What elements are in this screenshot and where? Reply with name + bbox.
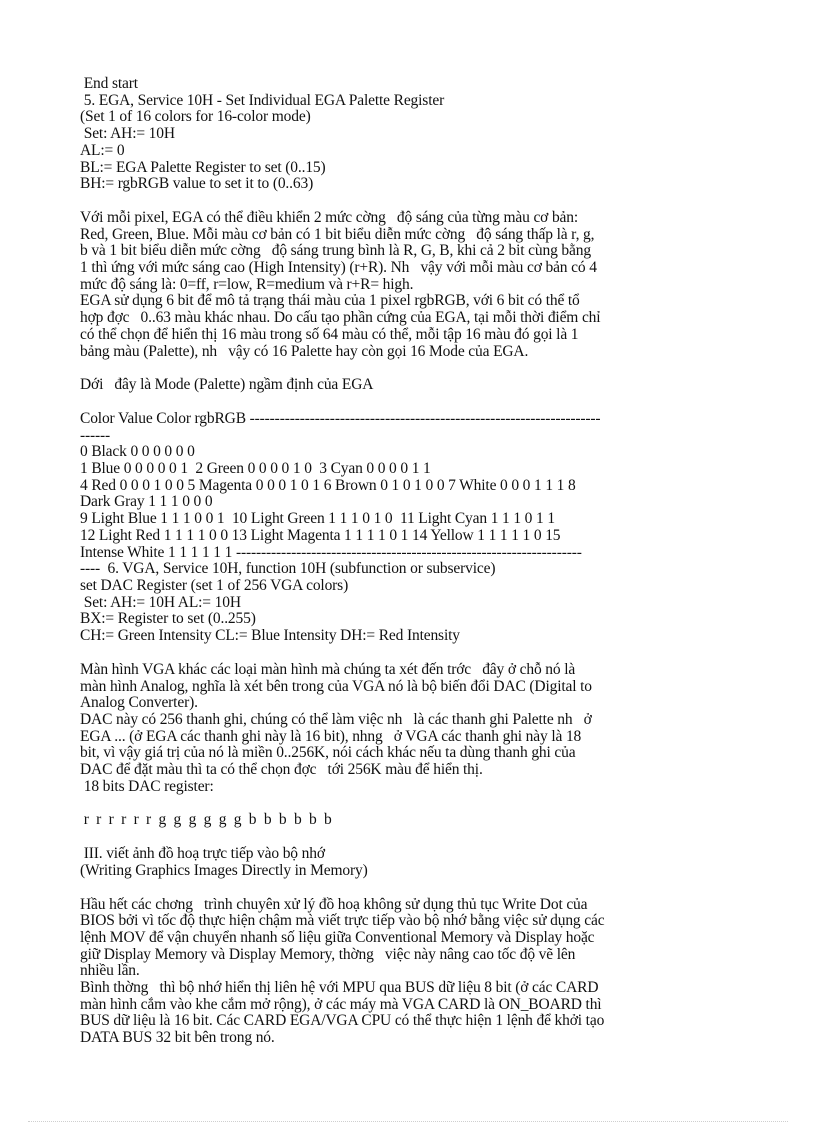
text-line: Dới đây là Mode (Palette) ngầm định của EGA bbox=[80, 376, 374, 394]
text-line: 5. EGA, Service 10H - Set Individual EGA Palette Register bbox=[80, 91, 445, 109]
text-line: Hầu hết các chơng trình chuyên xử lý đồ hoạ không sử dụng thủ tục Write Dot của bbox=[80, 895, 588, 913]
text-line: BL:= EGA Palette Register to set (0..15) bbox=[80, 158, 326, 176]
paragraph-ega-service bbox=[80, 76, 740, 193]
text-line: r r r r r r g g g g g g b b b b b b bbox=[80, 811, 332, 829]
text-line: 9 Light Blue 1 1 1 0 0 1 10 Light Green 1 1 1 0 1 0 11 Light Cyan 1 1 1 0 1 1 bbox=[80, 510, 555, 528]
text-line: Với mỗi pixel, EGA có thể điều khiển 2 mức cờng độ sáng của từng màu cơ bản: bbox=[80, 208, 579, 226]
text-line: ------ bbox=[80, 426, 111, 444]
document-page bbox=[80, 76, 740, 1047]
section-heading bbox=[80, 846, 740, 879]
text-line: Analog Converter). bbox=[80, 694, 198, 712]
text-line: 1 Blue 0 0 0 0 0 1 2 Green 0 0 0 0 1 0 3 Cyan 0 0 0 0 1 1 bbox=[80, 460, 431, 478]
text-line: 4 Red 0 0 0 1 0 0 5 Magenta 0 0 0 1 0 1 6 Brown 0 1 0 1 0 0 7 White 0 0 0 1 1 1 8 bbox=[80, 476, 576, 494]
text-line: (Set 1 of 16 colors for 16-color mode) bbox=[80, 108, 311, 126]
text-line: 12 Light Red 1 1 1 1 0 0 13 Light Magenta 1 1 1 1 0 1 14 Yellow 1 1 1 1 1 0 15 bbox=[80, 526, 561, 544]
text-line: có thể chọn để hiển thị 16 màu trong số 64 màu có thể, mỗi tập 16 màu đó gọi là 1 bbox=[80, 325, 579, 343]
text-line: bit, vì vậy giá trị của nó là miền 0..256K, nói cách khác nếu ta dùng thanh ghi của bbox=[80, 744, 576, 762]
text-line: 1 thì ứng với mức sáng cao (High Intensity) (r+R). Nh vậy với mỗi màu cơ bản có 4 bbox=[80, 259, 597, 277]
text-line: BH:= rgbRGB value to set it to (0..63) bbox=[80, 175, 314, 193]
text-line: Intense White 1 1 1 1 1 1 --------------------------------------------------------------------- bbox=[80, 543, 582, 561]
text-line: End start bbox=[80, 75, 138, 92]
text-line: CH:= Green Intensity CL:= Blue Intensity DH:= Red Intensity bbox=[80, 627, 460, 645]
text-line: BUS dữ liệu là 16 bit. Các CARD EGA/VGA CPU có thể thực hiện 1 lệnh để khởi tạo bbox=[80, 1012, 605, 1030]
text-line: ---- 6. VGA, Service 10H, function 10H (subfunction or subservice) bbox=[80, 560, 496, 578]
text-line: Bình thờng thì bộ nhớ hiển thị liên hệ với MPU qua BUS dữ liệu 8 bit (ở các CARD bbox=[80, 979, 599, 997]
paragraph-color-table bbox=[80, 411, 740, 645]
paragraph-dac-bits bbox=[80, 812, 740, 829]
text-line: Set: AH:= 10H AL:= 10H bbox=[80, 593, 241, 611]
text-line: bảng màu (Palette), nh vậy có 16 Palette hay còn gọi 16 Mode của EGA. bbox=[80, 342, 529, 360]
text-line: DATA BUS 32 bit bên trong nó. bbox=[80, 1029, 275, 1047]
text-line: Dark Gray 1 1 1 0 0 0 bbox=[80, 493, 213, 511]
paragraph-vga-dac bbox=[80, 662, 740, 796]
text-line: hợp đợc 0..63 màu khác nhau. Do cấu tạo phần cứng của EGA, tại mỗi thời điểm chỉ bbox=[80, 309, 601, 327]
text-line: Color Value Color rgbRGB ---------------------------------------------------------------------- bbox=[80, 409, 601, 427]
text-line: nhiều lần. bbox=[80, 962, 140, 980]
text-line: Red, Green, Blue. Mỗi màu cơ bản có 1 bit biểu diễn mức cờng độ sáng thấp là r, g, bbox=[80, 225, 595, 243]
text-line: III. viết ảnh đồ hoạ trực tiếp vào bộ nhớ bbox=[80, 845, 325, 863]
text-line: EGA ... (ở EGA các thanh ghi này là 16 bit), nhng ở VGA các thanh ghi này là 18 bbox=[80, 727, 582, 745]
paragraph-direct-memory bbox=[80, 897, 740, 1047]
text-line: (Writing Graphics Images Directly in Memory) bbox=[80, 861, 368, 879]
text-line: mức độ sáng là: 0=ff, r=low, R=medium và r+R= high. bbox=[80, 275, 414, 293]
paragraph-default-mode bbox=[80, 377, 740, 394]
text-line: AL:= 0 bbox=[80, 141, 125, 159]
text-line: b và 1 bit biểu diễn mức cờng độ sáng trung bình là R, G, B, khi cả 2 bit cùng bằng bbox=[80, 242, 591, 260]
text-line: màn hình cắm vào khe cắm mở rộng), ở các máy mà VGA CARD là ON_BOARD thì bbox=[80, 995, 602, 1013]
text-line: Set: AH:= 10H bbox=[80, 125, 175, 143]
text-line: 18 bits DAC register: bbox=[80, 777, 214, 795]
page-bottom-divider bbox=[28, 1121, 788, 1122]
text-line: BIOS bởi vì tốc độ thực hiện chậm mà viết trực tiếp vào bộ nhớ bằng việc sử dụng các bbox=[80, 912, 605, 930]
paragraph-ega-intensity bbox=[80, 210, 740, 360]
text-line: lệnh MOV để vận chuyển nhanh số liệu giữa Conventional Memory và Display hoặc bbox=[80, 928, 595, 946]
text-line: giữ Display Memory và Display Memory, thờng việc này nâng cao tốc độ vẽ lên bbox=[80, 945, 576, 963]
text-line: EGA sử dụng 6 bit để mô tả trạng thái màu của 1 pixel rgbRGB, với 6 bit có thể tổ bbox=[80, 292, 580, 310]
text-line: BX:= Register to set (0..255) bbox=[80, 610, 256, 628]
text-line: DAC để đặt màu thì ta có thể chọn đợc tới 256K màu để hiển thị. bbox=[80, 761, 483, 779]
text-line: Màn hình VGA khác các loại màn hình mà chúng ta xét đến trớc đây ở chỗ nó là bbox=[80, 660, 576, 678]
text-line: DAC này có 256 thanh ghi, chúng có thể làm việc nh là các thanh ghi Palette nh ở bbox=[80, 710, 592, 728]
text-line: 0 Black 0 0 0 0 0 0 bbox=[80, 443, 195, 461]
text-line: set DAC Register (set 1 of 256 VGA colors) bbox=[80, 576, 349, 594]
text-line: màn hình Analog, nghĩa là xét bên trong của VGA nó là bộ biến đổi DAC (Digital to bbox=[80, 677, 592, 695]
